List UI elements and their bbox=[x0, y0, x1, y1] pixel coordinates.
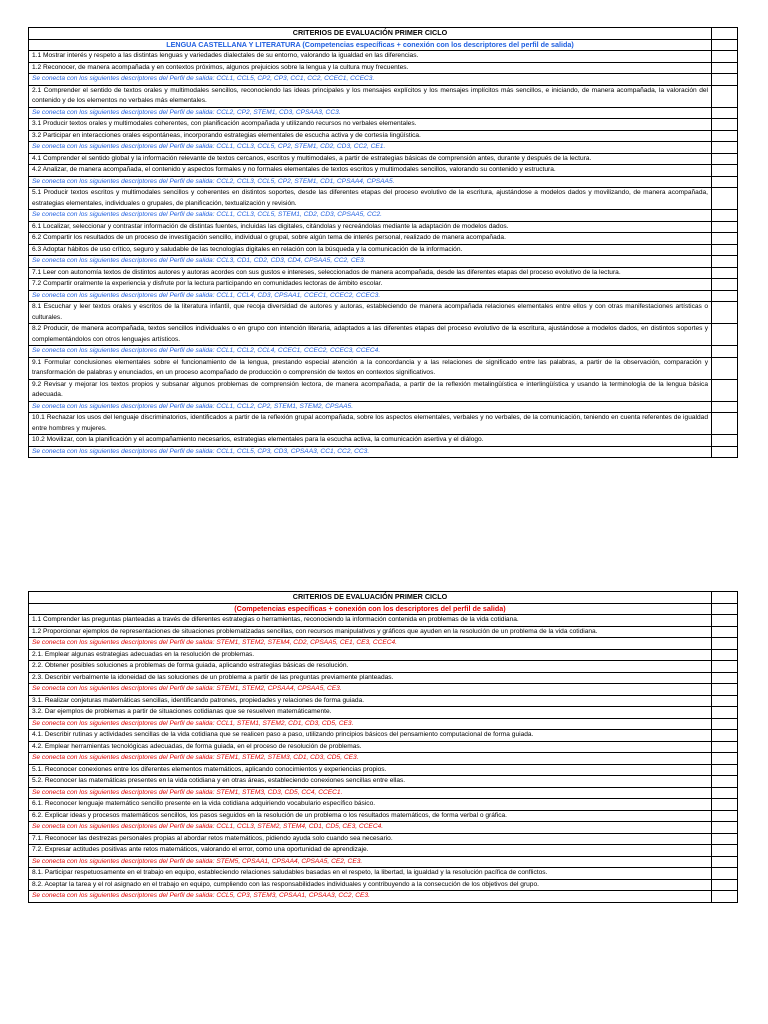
table-subtitle: LENGUA CASTELLANA Y LITERATURA (Competencias específicas + conexión con los descriptores del perfil de salida) bbox=[29, 39, 712, 51]
criterion-row bbox=[29, 730, 738, 742]
criterion-row bbox=[29, 413, 738, 435]
side-cell bbox=[712, 233, 738, 245]
descriptor-row bbox=[29, 787, 738, 799]
criterion-text: 3.1. Realizar conjeturas matemáticas sencillas, identificando patrones, propiedades y relaciones de forma guiada. bbox=[29, 695, 712, 707]
criterion-row bbox=[29, 302, 738, 324]
side-cell bbox=[712, 119, 738, 131]
descriptor-text: Se conecta con los siguientes descriptores del Perfil de salida: CCL1, CCL5, CP2, CP3, CC1, CC2, CCEC1, CCEC3. bbox=[29, 74, 712, 86]
descriptor-text: Se conecta con los siguientes descriptores del Perfil de salida: STEM1, STEM2, STEM4, CD2, CPSAA5, CE1, CE3, CCEC4. bbox=[29, 638, 712, 650]
descriptor-text: Se conecta con los siguientes descriptores del Perfil de salida: STEM1, STEM3, CD3, CD5, CC4, CCEC1. bbox=[29, 787, 712, 799]
criterion-row bbox=[29, 165, 738, 177]
descriptor-row bbox=[29, 684, 738, 696]
side-cell bbox=[712, 290, 738, 302]
side-cell bbox=[712, 85, 738, 107]
side-cell bbox=[712, 346, 738, 358]
descriptor-row bbox=[29, 346, 738, 358]
side-cell bbox=[712, 891, 738, 903]
descriptor-row bbox=[29, 74, 738, 86]
criterion-text: 10.2 Movilizar, con la planificación y el acompañamiento necesarios, estrategias elementales para la escucha activa, la comunicación asertiva y el diálogo. bbox=[29, 435, 712, 447]
side-cell bbox=[712, 165, 738, 177]
descriptor-row bbox=[29, 446, 738, 458]
criterion-row bbox=[29, 279, 738, 291]
descriptor-row bbox=[29, 256, 738, 268]
side-cell bbox=[712, 707, 738, 719]
descriptor-text: Se conecta con los siguientes descriptores del Perfil de salida: CCL1, CCL2, CCL4, CCEC1, CCEC2, CCEC3, CCEC4. bbox=[29, 346, 712, 358]
criterion-text: 4.2. Emplear herramientas tecnológicas adecuadas, de forma guiada, en el proceso de resolución de problemas. bbox=[29, 741, 712, 753]
criterion-row bbox=[29, 868, 738, 880]
table-title: CRITERIOS DE EVALUACIÓN PRIMER CICLO bbox=[29, 28, 712, 40]
descriptor-text: Se conecta con los siguientes descriptores del Perfil de salida: CCL1, CCL3, CCL5, STEM1, CD2, CD3, CPSAA5, CC2. bbox=[29, 210, 712, 222]
criterion-text: 5.1. Reconocer conexiones entre los diferentes elementos matemáticos, aplicando conocimientos y experiencias propios. bbox=[29, 764, 712, 776]
side-cell bbox=[712, 845, 738, 857]
side-cell bbox=[712, 649, 738, 661]
side-cell bbox=[712, 718, 738, 730]
descriptor-text: Se conecta con los siguientes descriptores del Perfil de salida: CCL1, CCL3, STEM2, STEM4, CD1, CD5, CE3, CCEC4. bbox=[29, 822, 712, 834]
criterion-row bbox=[29, 695, 738, 707]
descriptor-row bbox=[29, 210, 738, 222]
side-cell bbox=[712, 638, 738, 650]
side-cell bbox=[712, 62, 738, 74]
criterion-row bbox=[29, 62, 738, 74]
side-cell bbox=[712, 379, 738, 401]
side-cell bbox=[712, 672, 738, 684]
descriptor-text: Se conecta con los siguientes descriptores del Perfil de salida: CCL1, CCL3, CCL5, CP2, STEM1, CD2, CD3, CC2, CE1. bbox=[29, 142, 712, 154]
criterion-row bbox=[29, 845, 738, 857]
side-cell bbox=[712, 661, 738, 673]
descriptor-text: Se conecta con los siguientes descriptores del Perfil de salida: CCL3, CD1, CD2, CD3, CD4, CPSAA5, CC2, CE3. bbox=[29, 256, 712, 268]
criterion-row bbox=[29, 810, 738, 822]
criterion-row bbox=[29, 626, 738, 638]
criterion-text: 1.1 Comprender las preguntas planteadas a través de diferentes estrategias o herramientas, reconociendo la información contenida en problemas de la vida cotidiana. bbox=[29, 615, 712, 627]
criterion-text: 4.1 Comprender el sentido global y la información relevante de textos cercanos, escritos y multimodales, a partir de estrategias básicas de comprensión antes, durante y después de la lectura. bbox=[29, 153, 712, 165]
criterion-row bbox=[29, 879, 738, 891]
criterion-row bbox=[29, 435, 738, 447]
criterion-row bbox=[29, 764, 738, 776]
descriptor-row bbox=[29, 142, 738, 154]
criterion-row bbox=[29, 833, 738, 845]
side-cell bbox=[712, 626, 738, 638]
side-cell bbox=[712, 256, 738, 268]
criterion-text: 8.1 Escuchar y leer textos orales y escritos de la literatura infantil, que recoja diversidad de autores y autoras, estableciendo de manera acompañada relaciones elementales entre ellos y con otras manifestaciones artísticas o culturales. bbox=[29, 302, 712, 324]
criterion-row bbox=[29, 324, 738, 346]
side-cell bbox=[712, 787, 738, 799]
criterion-row bbox=[29, 799, 738, 811]
criterion-text: 8.2. Aceptar la tarea y el rol asignado en el trabajo en equipo, cumpliendo con las responsabilidades individuales y contribuyendo a la consecución de los objetivos del grupo. bbox=[29, 879, 712, 891]
descriptor-row bbox=[29, 718, 738, 730]
side-cell bbox=[712, 279, 738, 291]
table-title: CRITERIOS DE EVALUACIÓN PRIMER CICLO bbox=[29, 592, 712, 604]
descriptor-text: Se conecta con los siguientes descriptores del Perfil de salida: CCL2, CCL3, CCL5, CP2, STEM1, CD1, CPSAA4, CPSAA5. bbox=[29, 176, 712, 188]
descriptor-text: Se conecta con los siguientes descriptores del Perfil de salida: STEM1, STEM2, STEM3, CD1, CD3, CD5, CE3. bbox=[29, 753, 712, 765]
criterion-text: 3.2 Participar en interacciones orales espontáneas, incorporando estrategias elementales de escucha activa y de cortesía lingüística. bbox=[29, 130, 712, 142]
side-cell bbox=[712, 244, 738, 256]
side-cell bbox=[712, 592, 738, 604]
side-cell bbox=[712, 413, 738, 435]
side-cell bbox=[712, 799, 738, 811]
table-subtitle: (Competencias específicas + conexión con los descriptores del perfil de salida) bbox=[29, 603, 712, 615]
side-cell bbox=[712, 176, 738, 188]
side-cell bbox=[712, 221, 738, 233]
side-cell bbox=[712, 822, 738, 834]
criterion-text: 7.2 Compartir oralmente la experiencia y disfrute por la lectura participando en comunidades lectoras de ámbito escolar. bbox=[29, 279, 712, 291]
criterion-row bbox=[29, 188, 738, 210]
criterion-text: 6.1 Localizar, seleccionar y contrastar información de distintas fuentes, incluidas las digitales, citándolas y recreándolas mediante la adaptación de modelos dados. bbox=[29, 221, 712, 233]
descriptor-row bbox=[29, 176, 738, 188]
side-cell bbox=[712, 684, 738, 696]
criterion-text: 6.2 Compartir los resultados de un proceso de investigación sencillo, individual o grupal, sobre algún tema de interés personal, realizado de manera acompañada. bbox=[29, 233, 712, 245]
criterion-row bbox=[29, 379, 738, 401]
criterion-row bbox=[29, 672, 738, 684]
side-cell bbox=[712, 446, 738, 458]
criterion-text: 7.2. Expresar actitudes positivas ante retos matemáticos, valorando el error, como una oportunidad de aprendizaje. bbox=[29, 845, 712, 857]
criterion-text: 1.2 Proporcionar ejemplos de representaciones de situaciones problematizadas sencillas, con recursos manipulativos y gráficos que ayuden en la resolución de un problema de la vida cotidiana. bbox=[29, 626, 712, 638]
side-cell bbox=[712, 28, 738, 40]
side-cell bbox=[712, 764, 738, 776]
descriptor-row bbox=[29, 856, 738, 868]
descriptor-text: Se conecta con los siguientes descriptores del Perfil de salida: STEM1, STEM2, CPSAA4, CPSAA5, CE3. bbox=[29, 684, 712, 696]
criterion-row bbox=[29, 741, 738, 753]
criterion-text: 1.2 Reconocer, de manera acompañada y en contextos próximos, algunos prejuicios sobre la lengua y la cultura muy frecuentes. bbox=[29, 62, 712, 74]
descriptor-text: Se conecta con los siguientes descriptores del Perfil de salida: CCL1, STEM1, STEM2, CD1, CD3, CD5, CE3. bbox=[29, 718, 712, 730]
criterion-text: 2.1. Emplear algunas estrategias adecuadas en la resolución de problemas. bbox=[29, 649, 712, 661]
criterion-text: 4.2 Analizar, de manera acompañada, el contenido y aspectos formales y no formales elementales de textos escritos y multimodales sencillos, valorando su contenido y estructura. bbox=[29, 165, 712, 177]
side-cell bbox=[712, 74, 738, 86]
side-cell bbox=[712, 868, 738, 880]
matematicas-criteria-table bbox=[28, 591, 738, 903]
descriptor-row bbox=[29, 107, 738, 119]
side-cell bbox=[712, 267, 738, 279]
criterion-row bbox=[29, 615, 738, 627]
side-cell bbox=[712, 302, 738, 324]
criterion-text: 10.1 Rechazar los usos del lenguaje discriminatorios, identificados a partir de la reflexión grupal acompañada, sobre los aspectos elementales, verbales y no verbales, de la comunicación, teniendo en cuenta referentes de igualdad entre hombres y mujeres. bbox=[29, 413, 712, 435]
criterion-text: 8.1. Participar respetuosamente en el trabajo en equipo, estableciendo relaciones saludables basadas en el respeto, la libertad, la igualdad y la resolución pacífica de conflictos. bbox=[29, 868, 712, 880]
criterion-text: 2.3. Describir verbalmente la idoneidad de las soluciones de un problema a partir de las preguntas previamente planteadas. bbox=[29, 672, 712, 684]
descriptor-text: Se conecta con los siguientes descriptores del Perfil de salida: CCL5, CP3, STEM3, CPSAA1, CPSAA3, CC2, CE3. bbox=[29, 891, 712, 903]
criterion-row bbox=[29, 233, 738, 245]
criterion-row bbox=[29, 119, 738, 131]
side-cell bbox=[712, 39, 738, 51]
descriptor-text: Se conecta con los siguientes descriptores del Perfil de salida: CCL1, CCL2, CP2, STEM1, STEM2, CPSAA5. bbox=[29, 401, 712, 413]
criterion-text: 9.1 Formular conclusiones elementales sobre el funcionamiento de la lengua, prestando especial atención a la concordancia y a las relaciones de significado entre las palabras, a partir de la observación, comparación y transformación de palabras y enunciados, en un proceso acompañado de producción o comprensión de textos en contextos significativos. bbox=[29, 357, 712, 379]
side-cell bbox=[712, 188, 738, 210]
descriptor-row bbox=[29, 753, 738, 765]
descriptor-row bbox=[29, 891, 738, 903]
criterion-text: 2.2. Obtener posibles soluciones a problemas de forma guiada, aplicando estrategias básicas de resolución. bbox=[29, 661, 712, 673]
criterion-text: 8.2 Producir, de manera acompañada, textos sencillos individuales o en grupo con intención literaria, adaptados a las diferentes etapas del proceso evolutivo de la escritura, ajustándose a modelos dados, en distintos soportes y complementándolos con otros lenguajes artísticos. bbox=[29, 324, 712, 346]
criterion-text: 5.2. Reconocer las matemáticas presentes en la vida cotidiana y en otras áreas, estableciendo conexiones sencillas entre ellas. bbox=[29, 776, 712, 788]
side-cell bbox=[712, 695, 738, 707]
criterion-row bbox=[29, 776, 738, 788]
side-cell bbox=[712, 833, 738, 845]
criterion-text: 3.2. Dar ejemplos de problemas a partir de situaciones cotidianas que se resuelven matemáticamente. bbox=[29, 707, 712, 719]
criterion-row bbox=[29, 51, 738, 63]
criterion-text: 2.1 Comprender el sentido de textos orales y multimodales sencillos, reconociendo las ideas principales y los mensajes explícitos y los mensajes implícitos más sencillos, e iniciando, de manera acompañada, la valoración del contenido y de los elementos no verbales más elementales. bbox=[29, 85, 712, 107]
criterion-row bbox=[29, 661, 738, 673]
criterion-text: 6.1. Reconocer lenguaje matemático sencillo presente en la vida cotidiana adquiriendo vocabulario específico básico. bbox=[29, 799, 712, 811]
side-cell bbox=[712, 435, 738, 447]
side-cell bbox=[712, 879, 738, 891]
descriptor-text: Se conecta con los siguientes descriptores del Perfil de salida: CCL1, CCL5, CP3, CD3, CPSAA3, CC1, CC2, CC3. bbox=[29, 446, 712, 458]
side-cell bbox=[712, 142, 738, 154]
descriptor-row bbox=[29, 290, 738, 302]
side-cell bbox=[712, 615, 738, 627]
criterion-row bbox=[29, 130, 738, 142]
descriptor-text: Se conecta con los siguientes descriptores del Perfil de salida: CCL2, CP2, STEM1, CD3, CPSAA3, CC3. bbox=[29, 107, 712, 119]
criterion-text: 9.2 Revisar y mejorar los textos propios y subsanar algunos problemas de comprensión lectora, de manera acompañada, a partir de la reflexión metalingüística e interlingüística y usando la terminología de la lengua básica adecuada. bbox=[29, 379, 712, 401]
criterion-text: 7.1 Leer con autonomía textos de distintos autores y autoras acordes con sus gustos e intereses, seleccionados de manera acompañada, desde las diferentes etapas del proceso evolutivo de la lectura. bbox=[29, 267, 712, 279]
side-cell bbox=[712, 107, 738, 119]
side-cell bbox=[712, 730, 738, 742]
descriptor-row bbox=[29, 822, 738, 834]
lengua-criteria-table bbox=[28, 27, 738, 458]
descriptor-text: Se conecta con los siguientes descriptores del Perfil de salida: CCL1, CCL4, CD3, CPSAA1, CCEC1, CCEC2, CCEC3. bbox=[29, 290, 712, 302]
criterion-row bbox=[29, 85, 738, 107]
criterion-row bbox=[29, 244, 738, 256]
criterion-text: 7.1. Reconocer las destrezas personales propias al abordar retos matemáticos, pidiendo ayuda solo cuando sea necesario. bbox=[29, 833, 712, 845]
side-cell bbox=[712, 51, 738, 63]
criterion-text: 1.1 Mostrar interés y respeto a las distintas lenguas y variedades dialectales de su entorno, valorando la igualdad en las diferencias. bbox=[29, 51, 712, 63]
side-cell bbox=[712, 401, 738, 413]
side-cell bbox=[712, 603, 738, 615]
criterion-text: 5.1 Producir textos escritos y multimodales sencillos y coherentes en distintos soportes, desde las diferentes etapas del proceso evolutivo de la escritura, ajustándose a modelos dados y movilizando, de manera acompañada, estrategias elementales, individuales o grupales, de planificación, textualización y revisión. bbox=[29, 188, 712, 210]
criterion-text: 3.1 Producir textos orales y multimodales coherentes, con planificación acompañada y utilizando recursos no verbales elementales. bbox=[29, 119, 712, 131]
side-cell bbox=[712, 324, 738, 346]
descriptor-row bbox=[29, 401, 738, 413]
criterion-row bbox=[29, 707, 738, 719]
criterion-row bbox=[29, 267, 738, 279]
criterion-row bbox=[29, 357, 738, 379]
criterion-text: 4.1. Describir rutinas y actividades sencillas de la vida cotidiana que se realicen paso a paso, utilizando principios básicos del pensamiento computacional de forma guiada. bbox=[29, 730, 712, 742]
side-cell bbox=[712, 210, 738, 222]
descriptor-text: Se conecta con los siguientes descriptores del Perfil de salida: STEM5, CPSAA1, CPSAA4, CPSAA5, CE2, CE3. bbox=[29, 856, 712, 868]
side-cell bbox=[712, 741, 738, 753]
side-cell bbox=[712, 753, 738, 765]
criterion-text: 6.2. Explicar ideas y procesos matemáticos sencillos, los pasos seguidos en la resolución de un problema o los resultados matemáticos, de forma verbal o gráfica. bbox=[29, 810, 712, 822]
side-cell bbox=[712, 810, 738, 822]
criterion-row bbox=[29, 649, 738, 661]
side-cell bbox=[712, 856, 738, 868]
side-cell bbox=[712, 130, 738, 142]
criterion-row bbox=[29, 153, 738, 165]
side-cell bbox=[712, 153, 738, 165]
side-cell bbox=[712, 357, 738, 379]
descriptor-row bbox=[29, 638, 738, 650]
criterion-text: 6.3 Adoptar hábitos de uso crítico, seguro y saludable de las tecnologías digitales en relación con la búsqueda y la comunicación de la información. bbox=[29, 244, 712, 256]
criterion-row bbox=[29, 221, 738, 233]
side-cell bbox=[712, 776, 738, 788]
